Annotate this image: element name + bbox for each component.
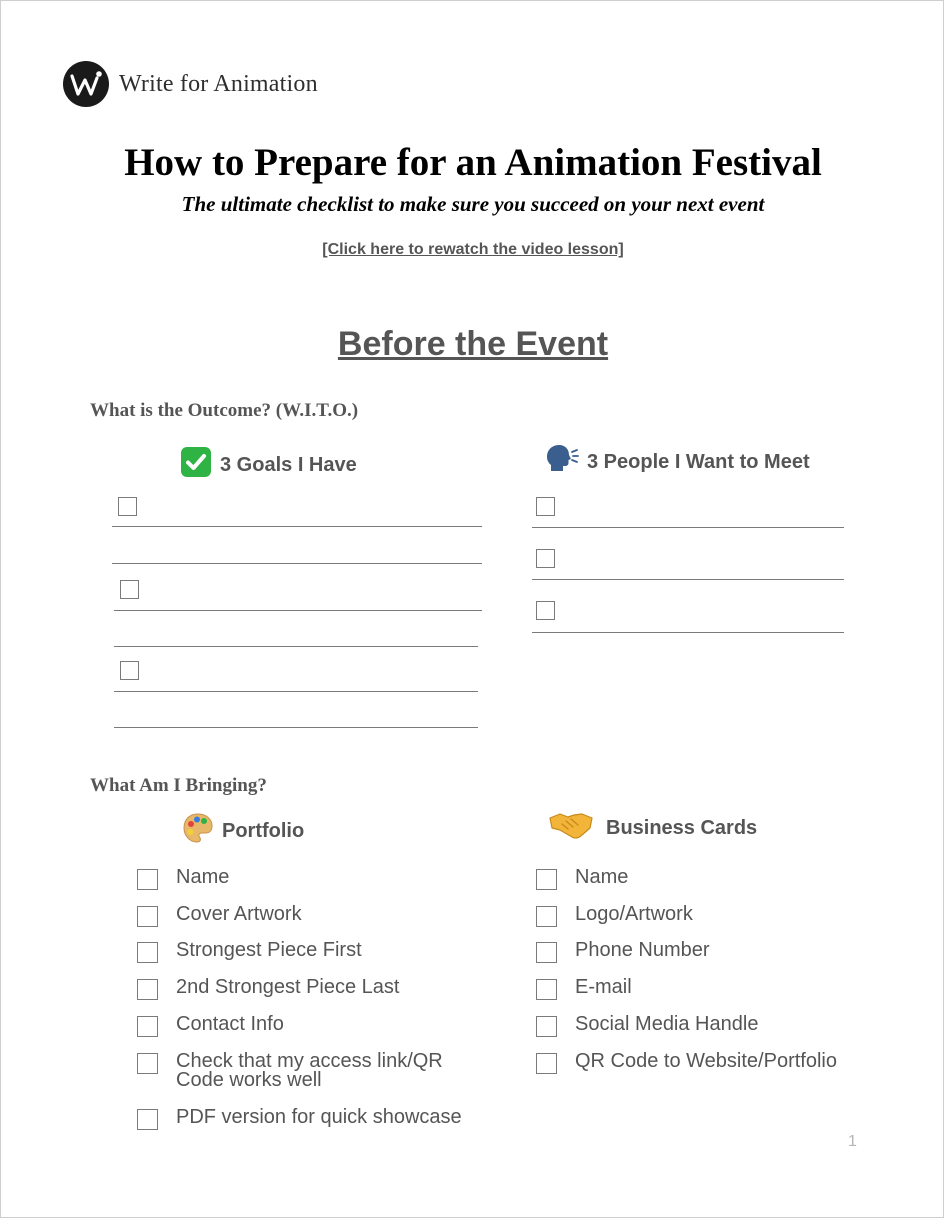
people-heading (543, 443, 810, 481)
card-checkbox[interactable] (536, 906, 557, 927)
portfolio-checkbox[interactable] (137, 869, 158, 890)
wfa-logo-icon (63, 61, 109, 107)
portfolio-item-label: Check that my access link/QR Code works well (176, 1050, 443, 1091)
card-item[interactable] (536, 868, 628, 890)
portfolio-checkbox[interactable] (137, 1053, 158, 1074)
portfolio-checkbox[interactable] (137, 1109, 158, 1130)
portfolio-checkbox[interactable] (137, 942, 158, 963)
person-line[interactable] (532, 527, 844, 528)
cards-heading (548, 808, 757, 848)
goal-line[interactable] (114, 691, 478, 692)
goal-checkbox-2[interactable] (120, 580, 139, 599)
goal-line[interactable] (114, 610, 482, 611)
card-checkbox[interactable] (536, 942, 557, 963)
portfolio-item[interactable] (137, 1052, 496, 1090)
card-item-label: QR Code to Website/Portfolio (575, 1050, 837, 1072)
card-item-label: Phone Number (575, 939, 710, 961)
speaking-head-icon (543, 443, 579, 481)
person-line[interactable] (532, 632, 844, 633)
person-checkbox-3[interactable] (536, 601, 555, 620)
portfolio-item[interactable] (137, 905, 302, 927)
portfolio-item-label: 2nd Strongest Piece Last (176, 976, 400, 998)
card-item[interactable] (536, 905, 693, 927)
portfolio-item-label: Strongest Piece First (176, 939, 362, 961)
goal-checkbox-3[interactable] (120, 661, 139, 680)
person-checkbox-2[interactable] (536, 549, 555, 568)
portfolio-item[interactable] (137, 1015, 284, 1037)
goal-line[interactable] (112, 526, 482, 527)
card-item[interactable] (536, 978, 632, 1000)
goal-line[interactable] (114, 727, 478, 728)
portfolio-item[interactable] (137, 978, 399, 1000)
portfolio-checkbox[interactable] (137, 979, 158, 1000)
card-item[interactable] (536, 941, 710, 963)
goal-line[interactable] (114, 646, 478, 647)
portfolio-item-label: PDF version for quick showcase (176, 1106, 462, 1128)
bringing-question: What Am I Bringing? (90, 775, 267, 796)
card-item-label: Logo/Artwork (575, 903, 693, 925)
page-subtitle: The ultimate checklist to make sure you succeed on your next event (181, 192, 765, 216)
page-title: How to Prepare for an Animation Festival (124, 141, 822, 184)
handshake-icon (548, 808, 594, 848)
card-item[interactable] (536, 1015, 758, 1037)
card-item[interactable] (536, 1052, 837, 1074)
card-item-label: Name (575, 866, 629, 888)
card-checkbox[interactable] (536, 869, 557, 890)
card-item-label: Social Media Handle (575, 1013, 759, 1035)
portfolio-item-label: Cover Artwork (176, 903, 302, 925)
goal-line[interactable] (112, 563, 482, 564)
card-checkbox[interactable] (536, 979, 557, 1000)
portfolio-heading-label: Portfolio (222, 819, 305, 842)
cards-heading-label: Business Cards (606, 816, 758, 839)
card-checkbox[interactable] (536, 1016, 557, 1037)
goals-heading (180, 446, 357, 484)
goals-heading-label: 3 Goals I Have (220, 453, 357, 476)
card-checkbox[interactable] (536, 1053, 557, 1074)
people-heading-label: 3 People I Want to Meet (587, 450, 810, 473)
portfolio-item[interactable] (137, 941, 362, 963)
video-lesson-link[interactable]: [Click here to rewatch the video lesson] (322, 241, 624, 258)
portfolio-checkbox[interactable] (137, 906, 158, 927)
card-item-label: E-mail (575, 976, 632, 998)
portfolio-item-label: Contact Info (176, 1013, 284, 1035)
person-checkbox-1[interactable] (536, 497, 555, 516)
page-number: 1 (848, 1133, 857, 1150)
portfolio-item[interactable] (137, 1108, 462, 1130)
outcome-question: What is the Outcome? (W.I.T.O.) (90, 400, 359, 421)
artist-palette-icon (182, 812, 214, 850)
portfolio-item[interactable] (137, 868, 229, 890)
person-line[interactable] (532, 579, 844, 580)
goal-checkbox-1[interactable] (118, 497, 137, 516)
brand-name: Write for Animation (119, 71, 318, 97)
check-mark-icon (180, 446, 212, 484)
portfolio-heading (182, 812, 304, 850)
portfolio-item-label: Name (176, 866, 230, 888)
section-heading: Before the Event (337, 325, 609, 363)
portfolio-checkbox[interactable] (137, 1016, 158, 1037)
